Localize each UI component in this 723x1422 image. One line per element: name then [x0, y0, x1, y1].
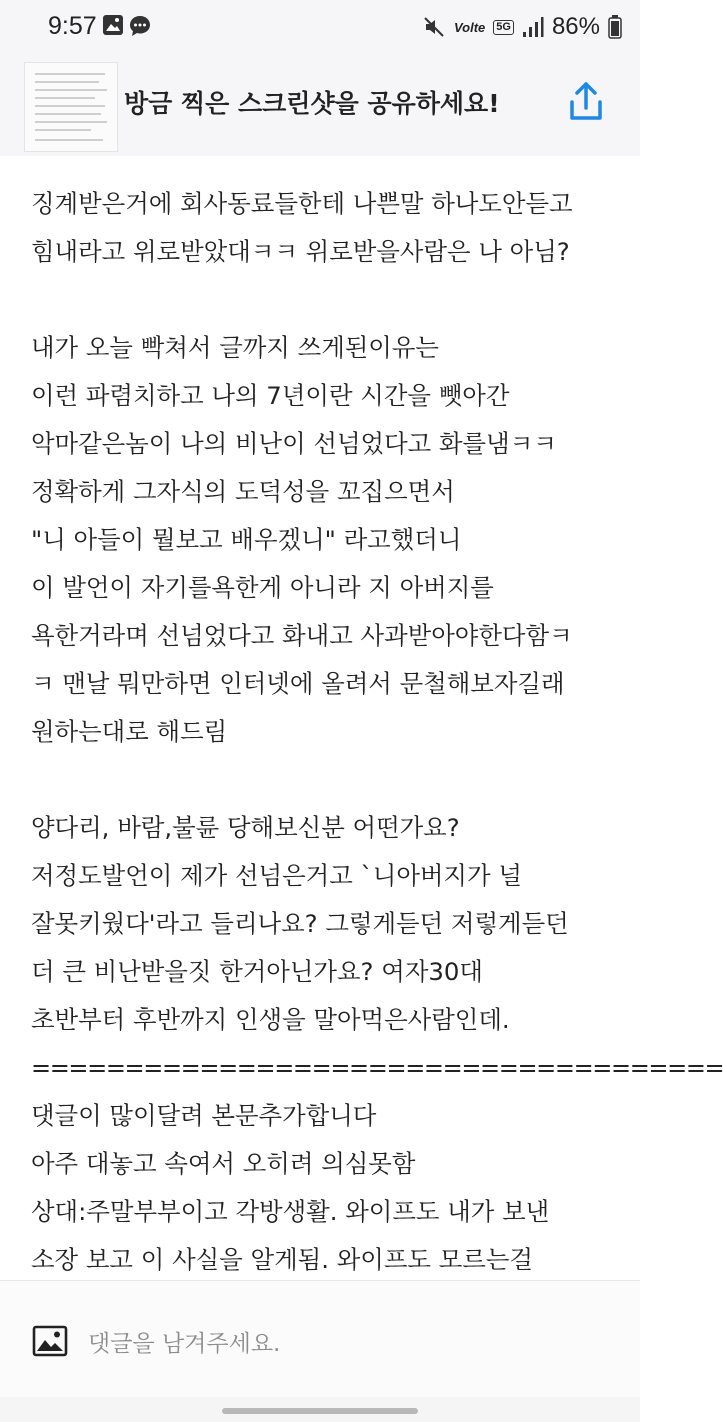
comment-bar: [0, 1280, 640, 1422]
volte-indicator: Volte: [453, 19, 486, 35]
post-line: 힘내라고 위로받았대ㅋㅋ 위로받을사람은 나 아님?: [31, 237, 570, 266]
post-line: 원하는대로 해드림: [31, 717, 228, 746]
post-line: 내가 오늘 빡쳐서 글까지 쓰게된이유는: [31, 333, 439, 362]
comment-placeholder[interactable]: 댓글을 남겨주세요.: [88, 1331, 281, 1357]
post-line: ㅋ 맨날 뭐만하면 인터넷에 올려서 문철해보자길래: [31, 669, 565, 698]
battery-percentage: 86%: [551, 13, 600, 40]
share-icon[interactable]: [566, 80, 606, 124]
network-type: 5G: [493, 20, 514, 35]
post-line: 저정도발언이 제가 선넘은거고 `니아버지가 널: [31, 861, 522, 890]
post-line: 정확하게 그자식의 도덕성을 꼬집으면서: [31, 477, 455, 506]
post-line: 징계받은거에 회사동료들한테 나쁜말 하나도안듣고: [31, 189, 573, 218]
status-right-cluster: [422, 12, 622, 42]
image-icon[interactable]: [32, 1325, 68, 1357]
home-indicator[interactable]: [222, 1408, 418, 1414]
post-line: 양다리, 바람,불륜 당해보신분 어떤가요?: [31, 813, 460, 842]
gallery-notification-icon: [102, 14, 124, 36]
screenshot-thumbnail[interactable]: [24, 62, 118, 152]
post-line: 더 큰 비난받을짓 한거아닌가요? 여자30대: [31, 957, 483, 986]
post-line: 악마같은놈이 나의 비난이 선넘었다고 화를냄ㅋㅋ: [31, 429, 557, 458]
post-line: 상대:주말부부이고 각방생활. 와이프도 내가 보낸: [31, 1197, 550, 1226]
post-line: 이 발언이 자기를욕한게 아니라 지 아버지를: [31, 573, 494, 602]
post-line: 초반부터 후반까지 인생을 말아먹은사람인데.: [31, 1005, 510, 1034]
post-line: "니 아들이 뭘보고 배우겠니" 라고했더니: [31, 525, 462, 554]
post-line: [31, 276, 621, 324]
share-banner-title: 방금 찍은 스크린샷을 공유하세요!: [124, 89, 500, 118]
status-time: 9:57: [48, 12, 97, 40]
post-divider-line: =====================================: [31, 1054, 723, 1082]
post-line: 잘못키웠다'라고 들리나요? 그렇게듣던 저렇게듣던: [31, 909, 569, 938]
signal-icon: [522, 16, 544, 38]
post-line: 이런 파렴치하고 나의 7년이란 시간을 뺏아간: [31, 381, 510, 410]
status-bar: [0, 0, 640, 56]
mute-icon: [422, 15, 446, 39]
comment-input[interactable]: [0, 1280, 640, 1397]
screenshot-share-banner: [0, 56, 640, 156]
battery-icon: [608, 15, 622, 39]
post-line: 소장 보고 이 사실을 알게됨. 와이프도 모르는걸: [31, 1245, 533, 1274]
message-notification-icon: [128, 14, 152, 38]
post-line: 욕한거라며 선넘었다고 화내고 사과받아야한다함ㅋ: [31, 621, 573, 650]
post-line: [31, 756, 621, 804]
post-line: 아주 대놓고 속여서 오히려 의심못함: [31, 1149, 416, 1178]
post-line: 댓글이 많이달려 본문추가합니다: [31, 1101, 377, 1130]
post-body: [31, 180, 723, 1280]
